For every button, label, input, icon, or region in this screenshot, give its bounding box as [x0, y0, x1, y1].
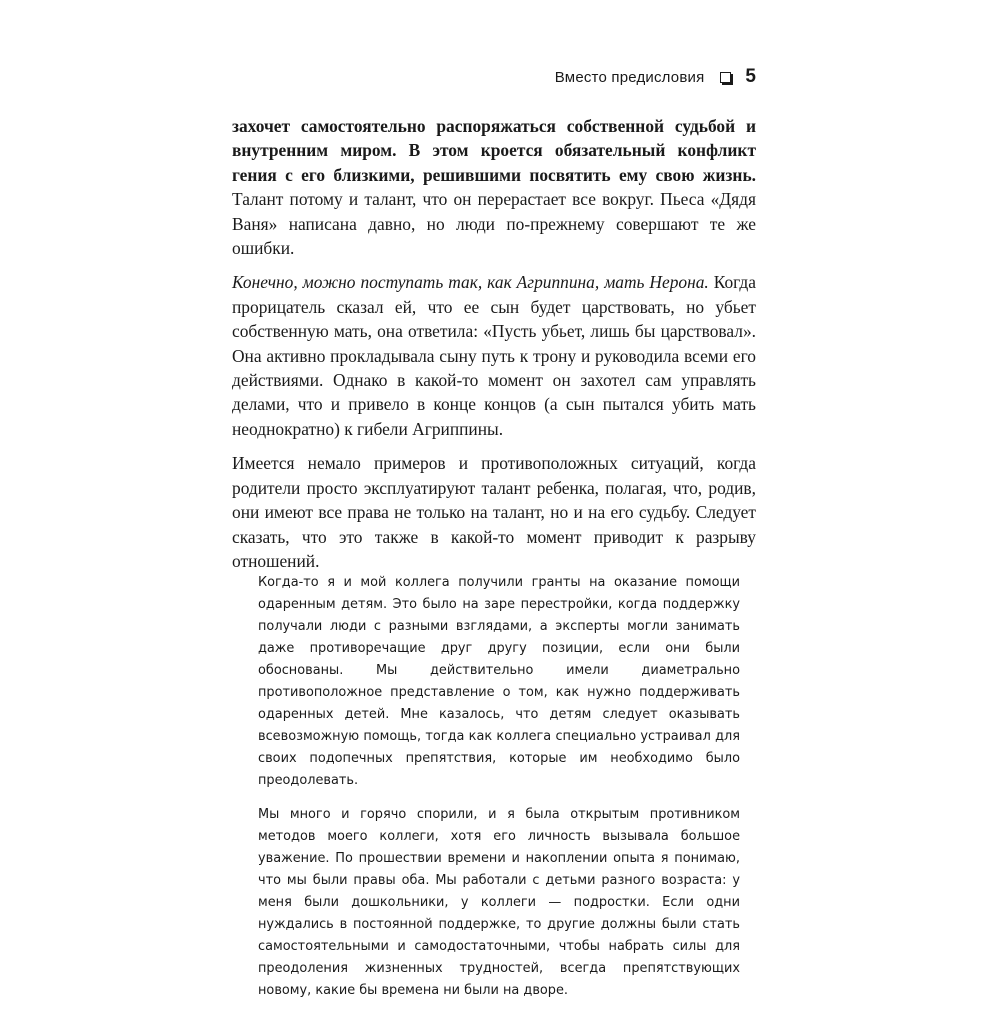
sidebar-paragraph-2: Мы много и горячо спорили, и я была открытым противником методов моего коллеги, хотя его личность вызывала большое уважение. По прошествии времени и накоплении опыта я понимаю, что мы были правы оба. Мы работали с детьми разного возраста: у меня были дошкольники, у коллеги — подростки. Если одни нуждались в постоянной поддержке, то другие должны были стать самостоятельными и самодостаточными, чтобы набрать силы для преодоления жизненных трудностей, всегда препятствующих новому, какие бы времена ни были на дворе. [258, 807, 740, 998]
italic-text: Конечно, можно поступать так, как Агриппина, мать Нерона. [232, 272, 709, 293]
main-paragraph-3: Имеется немало примеров и противоположных ситуаций, когда родители просто эксплуатируют талант ребенка, полагая, что, родив, они имеют все права не только на талант, но и на его судьбу. Следует сказать, что это также в какой-то момент приводит к разрыву отношений. [232, 453, 756, 571]
page-number: 5 [745, 66, 756, 87]
main-paragraph-2 [232, 270, 756, 441]
regular-text: Когда прорицатель сказал ей, что ее сын будет царствовать, но убьет собственную мать, она ответила: «Пусть убьет, лишь бы царствовал». Она активно прокладывала сыну путь к трону и руководила всеми его действиями. Однако в какой-то момент он захотел сам управлять делами, что и привело в конце концов (а сын пытался убить мать неоднократно) к гибели Агриппины. [232, 272, 756, 439]
main-text [232, 114, 756, 583]
sidebar-box [258, 572, 740, 1014]
regular-text: Талант потому и талант, что он перерастает все вокруг. Пьеса «Дядя Ваня» написана давно, но люди по-прежнему совершают те же ошибки. [232, 189, 756, 259]
sidebar-paragraph-1: Когда-то я и мой коллега получили гранты на оказание помощи одаренным детям. Это было на заре перестройки, когда поддержку получали люди с разными взглядами, а эксперты могли занимать даже противоречащие друг другу позиции, если они были обоснованы. Мы действительно имели диаметрально противоположное представление о том, как нужно поддерживать одаренных детей. Мне казалось, что детям следует оказывать всевозможную помощь, тогда как коллега специально устраивал для своих подопечных препятствия, которые им необходимо было преодолевать. [258, 575, 740, 788]
running-head [555, 66, 756, 88]
section-title: Вместо предисловия [554, 68, 705, 86]
square-icon [720, 72, 731, 83]
bold-text: захочет самостоятельно распоряжаться собственной судьбой и внутренним миром. В этом кроется обязательный конфликт гения с его близкими, решившими посвятить ему свою жизнь. [232, 116, 756, 185]
main-paragraph-1 [232, 114, 756, 260]
